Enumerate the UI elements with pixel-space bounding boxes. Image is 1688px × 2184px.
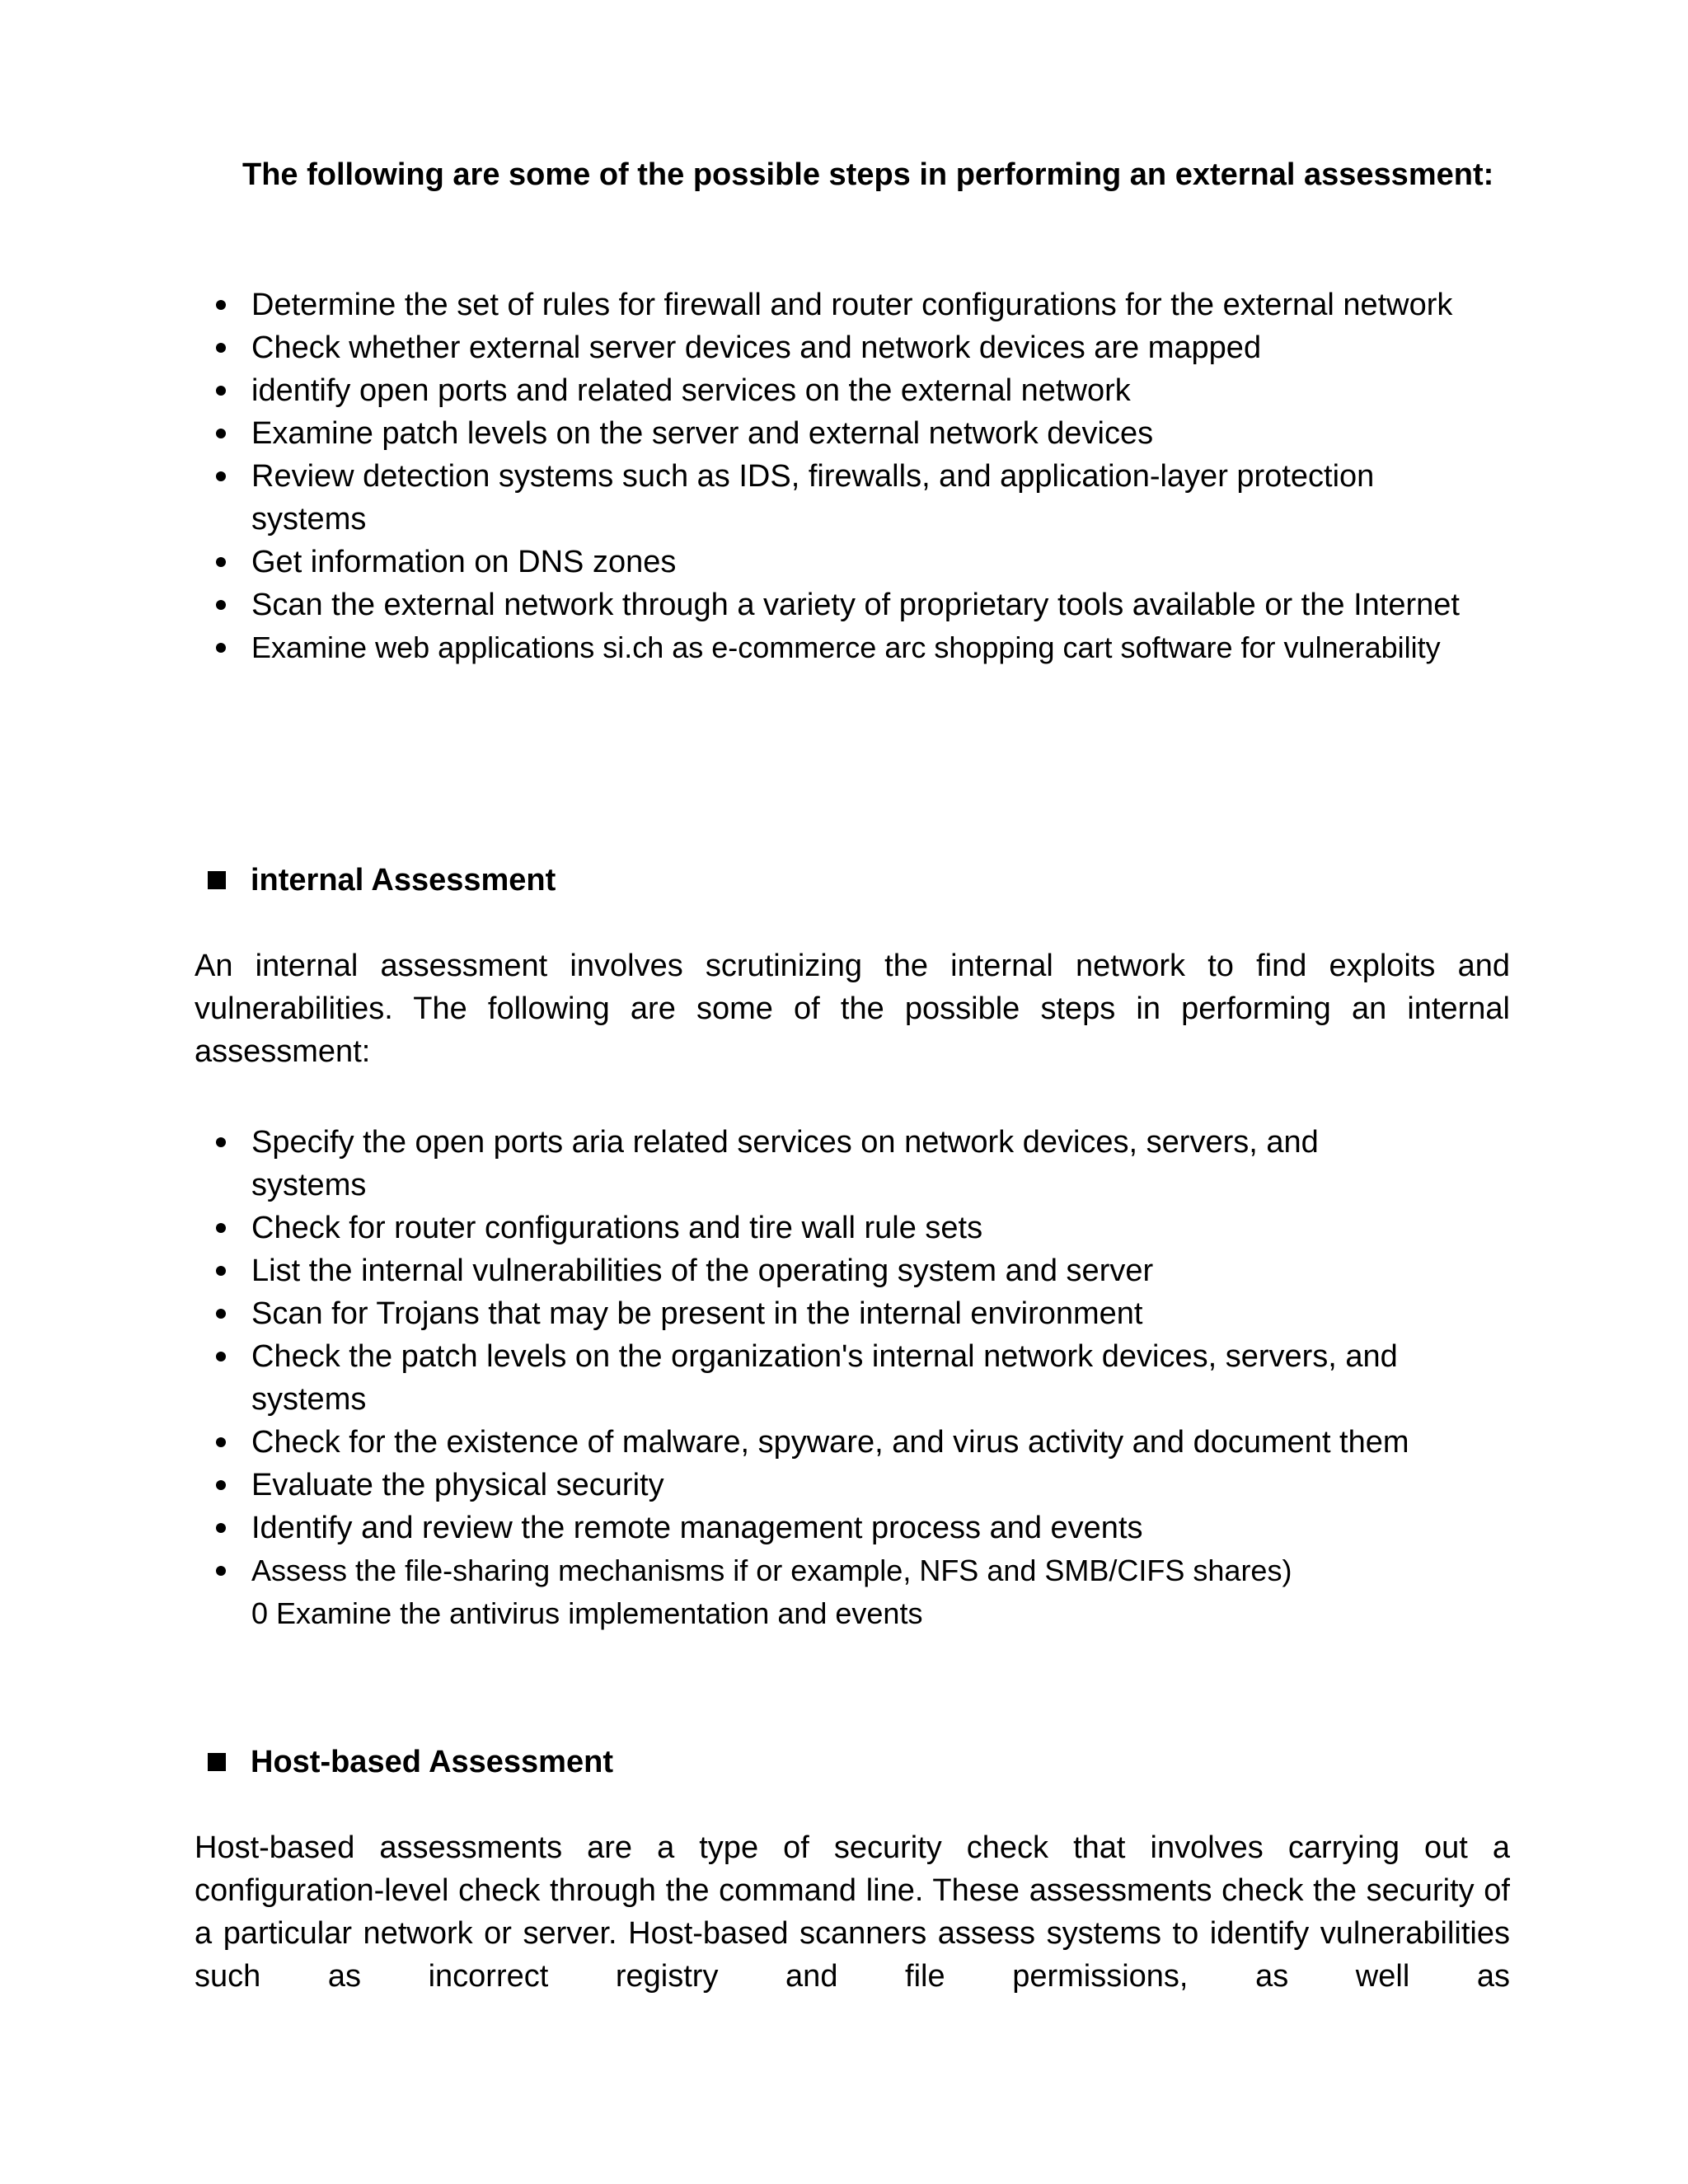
list-item [206, 455, 1414, 541]
square-bullet-icon [208, 871, 226, 889]
list-item [206, 1421, 1504, 1464]
list-item [206, 541, 1442, 583]
list-item [206, 1335, 1504, 1421]
bullet-icon [216, 1437, 226, 1447]
list-item-text: Check for the existence of malware, spyware, and virus activity and document them [251, 1425, 1409, 1460]
bullet-icon [216, 1266, 226, 1276]
section-heading-text: internal Assessment [251, 863, 556, 898]
bullet-icon [216, 300, 226, 310]
section-heading-text: Host-based Assessment [251, 1745, 613, 1779]
list-item [206, 583, 1471, 626]
bullet-icon [216, 1137, 226, 1147]
bullet-icon [216, 1480, 226, 1490]
list-item [206, 1507, 1492, 1549]
list-item [206, 1464, 1492, 1507]
list-item [206, 1207, 1492, 1249]
host-based-assessment-paragraph: Host-based assessments are a type of security check that involves carrying out a configuration-level check through the command line. These assessments check the security of a particular network or server. Host-based scanners assess systems to identify vulnerabilities such as incorrect registry and file permissions, as well as [195, 1830, 1510, 1994]
host-based-assessment-heading [208, 1741, 613, 1783]
internal-assessment-paragraph: An internal assessment involves scrutinizing the internal network to find exploits and vulnerabilities. The following are some of the possible steps in performing an internal assessment: [195, 949, 1510, 1069]
bullet-icon [216, 429, 226, 438]
list-item-text: Get information on DNS zones [251, 545, 677, 579]
square-bullet-icon [208, 1753, 226, 1771]
list-item-text: Check whether external server devices and network devices are mapped [251, 330, 1262, 365]
list-item-text: Identify and review the remote management process and events [251, 1511, 1143, 1545]
list-item-text: Review detection systems such as IDS, firewalls, and application-layer protection systems [251, 459, 1375, 537]
bullet-icon [216, 1566, 226, 1576]
list-item [206, 1292, 1492, 1335]
list-item-text: Specify the open ports aria related services on network devices, servers, and systems [251, 1125, 1319, 1202]
bullet-icon [216, 343, 226, 353]
list-item-text: Scan for Trojans that may be present in the internal environment [251, 1296, 1143, 1331]
list-item-text: Scan the external network through a variety of proprietary tools available or the Internet [251, 588, 1460, 622]
bullet-icon [216, 386, 226, 396]
external-steps-list [206, 284, 1460, 669]
bullet-icon [216, 600, 226, 610]
list-item-text: Determine the set of rules for firewall and router configurations for the external network [251, 288, 1453, 322]
list-item [206, 326, 1442, 369]
bullet-icon [216, 557, 226, 567]
list-item-text: Assess the file-sharing mechanisms if or example, NFS and SMB/CIFS shares) [251, 1554, 1292, 1587]
list-item [206, 626, 1471, 669]
list-item [206, 369, 1442, 412]
list-item [206, 1249, 1492, 1292]
list-item-continuation [206, 1592, 1492, 1635]
bullet-icon [216, 471, 226, 481]
internal-assessment-heading [208, 859, 556, 902]
bullet-icon [216, 1309, 226, 1319]
list-item [206, 1549, 1492, 1592]
list-item-text: Examine patch levels on the server and external network devices [251, 416, 1154, 451]
external-assessment-intro: The following are some of the possible steps in performing an external assessment: [242, 157, 1494, 192]
list-item-text: Examine web applications si.ch as e-commerce arc shopping cart software for vulnerability [251, 630, 1441, 664]
internal-steps-list [206, 1121, 1492, 1635]
bullet-icon [216, 1223, 226, 1233]
bullet-icon [216, 1523, 226, 1533]
list-item-text: List the internal vulnerabilities of the operating system and server [251, 1254, 1154, 1288]
list-item [206, 412, 1442, 455]
list-item-text: Check for router configurations and tire wall rule sets [251, 1211, 983, 1245]
list-item [206, 1121, 1422, 1207]
list-item-text: 0 Examine the antivirus implementation and events [251, 1596, 923, 1630]
bullet-icon [216, 643, 226, 653]
bullet-icon [216, 1352, 226, 1361]
list-item [206, 284, 1471, 326]
list-item-text: identify open ports and related services on the external network [251, 373, 1131, 408]
list-item-text: Check the patch levels on the organization's internal network devices, servers, and systems [251, 1339, 1398, 1417]
list-item-text: Evaluate the physical security [251, 1468, 664, 1502]
